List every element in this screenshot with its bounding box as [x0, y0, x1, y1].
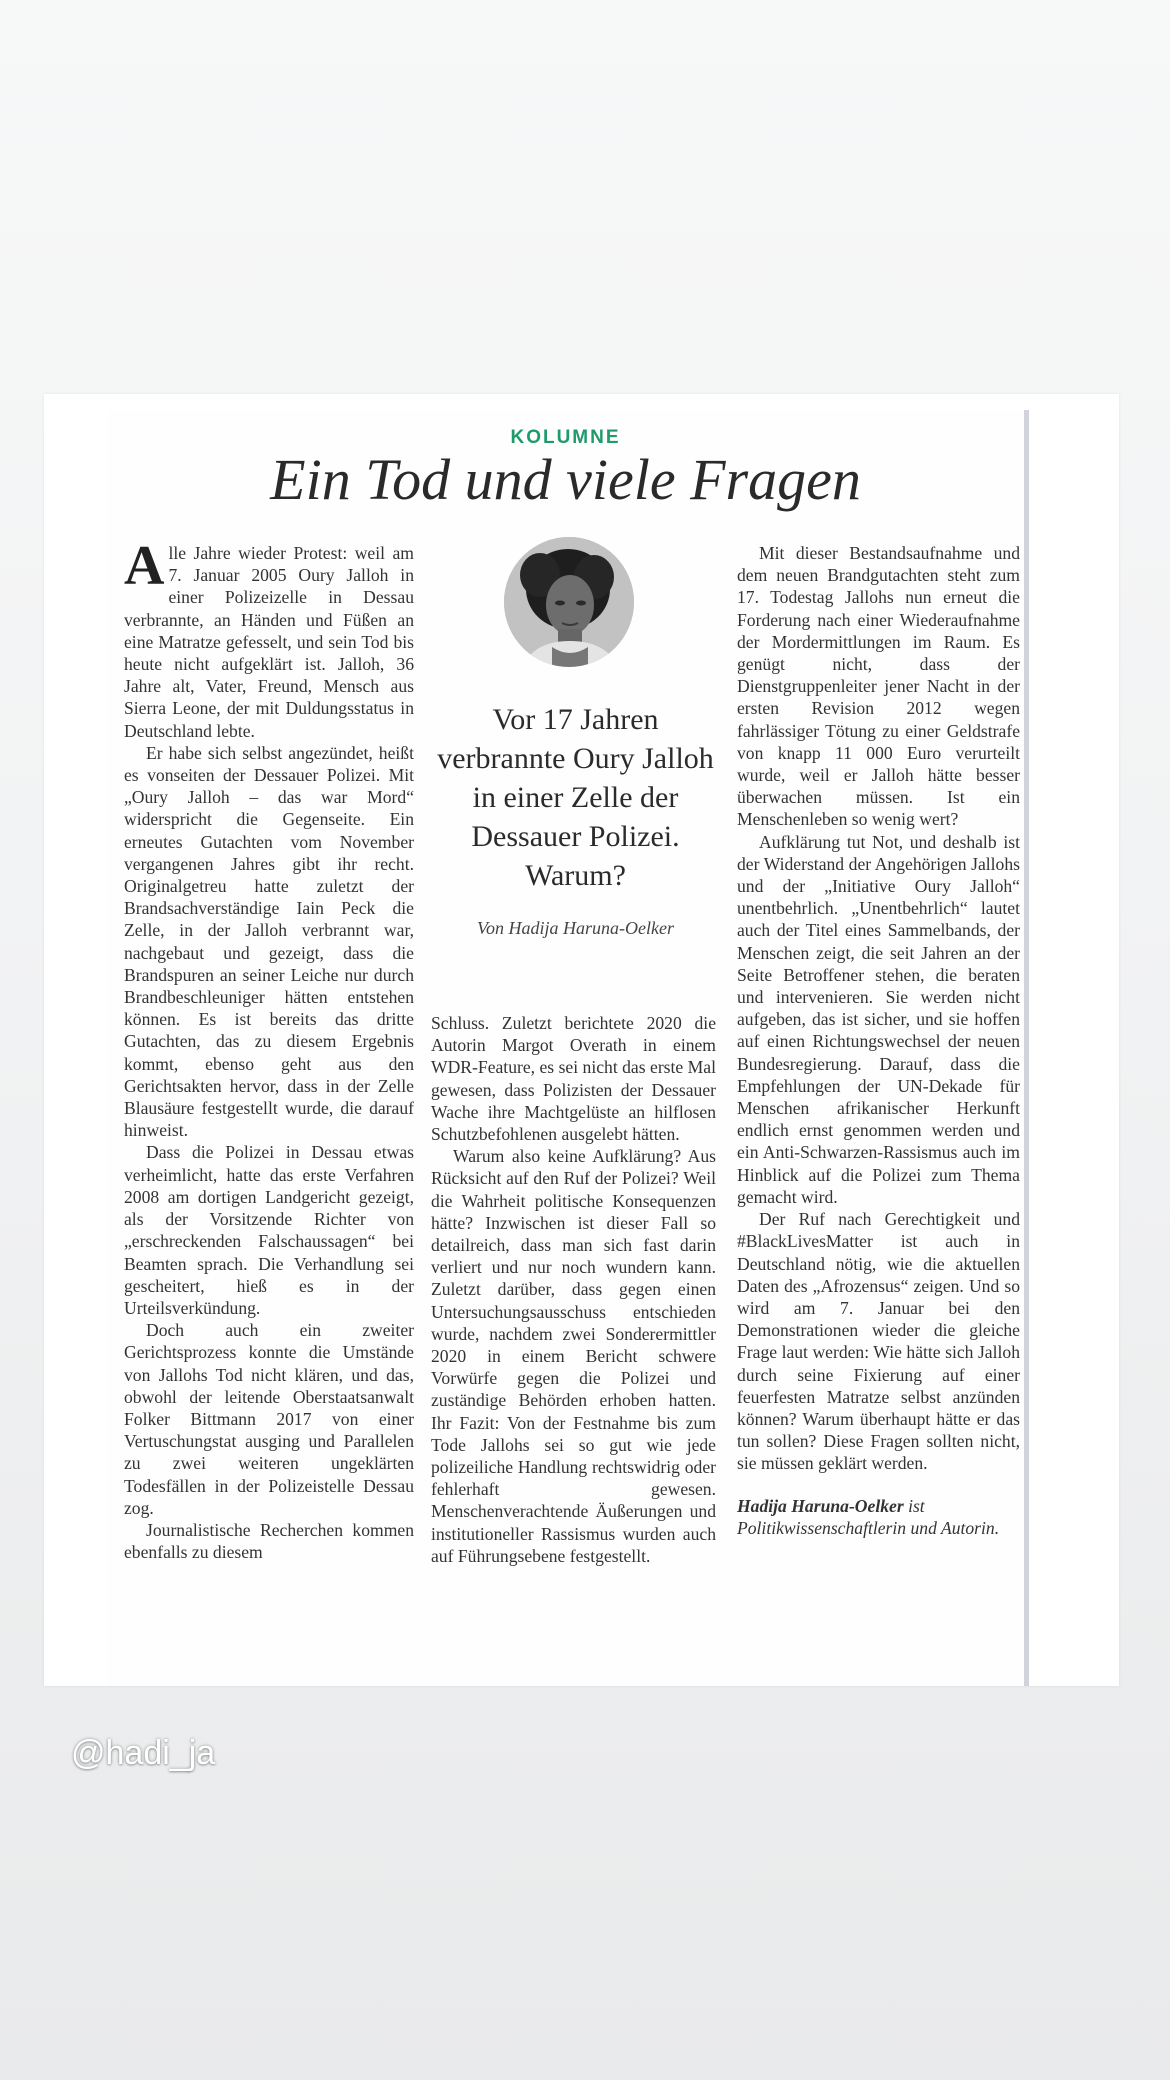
author-bio: Hadija Haruna-Oelker ist Politikwissenschaftlerin und Autorin.	[737, 1495, 1000, 1538]
paragraph: Aufklärung tut Not, und deshalb ist der Widerstand der Angehörigen Jallohs und der „Initiative Oury Jalloh“ unentbehrlich. „Unentbehrlich“ lautet auch der Titel eines Sammelbands, der Menschen zeigt, die seit Jahren an der Seite Betroffener stehen, die beraten und intervenieren. Sie werden nicht aufgeben, das ist sicher, und sie hoffen auf einen Richtungswechsel der neuen Bundesregierung. Darauf, dass die Empfehlungen der UN-Dekade für Menschen afrikanischer Herkunft endlich ernst genommen werden und ein Anti-Schwarzen-Rassismus auch im Hinblick auf die Polizei zum Thema gemacht wird.	[737, 831, 1020, 1207]
paragraph: Mit dieser Bestandsaufnahme und dem neuen Brandgutachten steht zum 17. Todestag Jallohs nun erneut die Forderung nach einer Wiederaufnahme der Mordermittlungen im Raum. Es genügt nicht, dass der Dienstgruppenleiter jener Nacht in der ersten Revision 2012 wegen fahrlässiger Tötung zu einer Geldstrafe von knapp 11 000 Euro verurteilt wurde, weil er Jalloh hätte besser überwachen müssen. Ist ein Menschenleben so wenig wert?	[737, 543, 1020, 830]
story-card	[44, 394, 1119, 1686]
column-1	[124, 535, 414, 1563]
username-watermark: @hadi_ja	[71, 1734, 216, 1772]
paragraph: Journalistische Recherchen kommen ebenfalls zu diesem	[124, 1519, 414, 1563]
paragraph: Warum also keine Aufklärung? Aus Rücksicht auf den Ruf der Polizei? Weil die Wahrheit politische Konsequenzen hätte? Inzwischen ist dieser Fall so detailreich, dass man sich fast darin verliert und nur noch wundern kann. Zuletzt darüber, dass gegen einen Untersuchungsausschuss entschieden wurde, nachdem zwei Sonderermittler 2020 in einem Bericht schwere Vorwürfe gegen die Polizei und zuständige Behörden erhoben hatten. Ihr Fazit: Von der Festnahme bis zum Tode Jallohs sei so gut wie jede polizeiliche Handlung rechtswidrig oder fehlerhaft gewesen. Menschenverachtende Äußerungen und institutioneller Rassismus wurden auch auf Führungsebene festgestellt.	[431, 1146, 716, 1566]
byline: Von Hadija Haruna-Oelker	[477, 918, 674, 938]
article-deck: Vor 17 Jahren verbrannte Oury Jalloh in einer Zelle der Dessauer Polizei. Warum?	[437, 703, 714, 892]
paragraph: Schluss. Zuletzt berichtete 2020 die Autorin Margot Overath in einem WDR-Feature, es sei nicht das erste Mal gewesen, dass Polizisten der Dessauer Wache ihre Machtgelüste an hilflosen Schutzbefohlenen ausgelebt hätten.	[431, 1013, 716, 1145]
column-2	[431, 1012, 716, 1567]
author-name: Hadija Haruna-Oelker	[737, 1495, 904, 1516]
headline: Ein Tod und viele Fragen	[270, 447, 861, 512]
drop-cap: A	[124, 535, 165, 597]
paragraph: Der Ruf nach Gerechtigkeit und #BlackLivesMatter ist auch in Deutschland nötig, wie die aktuellen Daten des „Afrozensus“ zeigen. Und so wird am 7. Januar bei den Demonstrationen wieder die gleiche Frage laut werden: Wie hätte sich Jalloh durch seine Fixierung auf einer feuerfesten Matratze selbst anzünden können? Warum überhaupt hätte er das tun sollen? Diese Fragen sollten nicht, sie müssen geklärt werden.	[737, 1209, 1020, 1474]
column-3	[737, 542, 1020, 1539]
newspaper-clipping	[107, 410, 1029, 1686]
section-kicker: KOLUMNE	[510, 427, 621, 448]
author-portrait-icon	[504, 537, 634, 667]
author-photo	[504, 537, 634, 667]
paragraph: Dass die Polizei in Dessau etwas verheimlicht, hatte das erste Verfahren 2008 am dortigen Landgericht gezeigt, als der Vorsitzende Richter von „erschreckenden Falschaussagen“ bei Beamten sprach. Die Verhandlung sei gescheitert, hieß es in der Urteilsverkündung.	[124, 1142, 414, 1318]
paragraph: Alle Jahre wieder Protest: weil am 7. Januar 2005 Oury Jalloh in einer Polizeizelle in Dessau verbrannte, an Händen und Füßen an eine Matratze gefesselt, und sein Tod bis heute nicht aufgeklärt ist. Jalloh, 36 Jahre alt, Vater, Freund, Mensch aus Sierra Leone, der mit Duldungsstatus in Deutschland lebte.	[124, 535, 414, 741]
paragraph: Doch auch ein zweiter Gerichtsprozess konnte die Umstände von Jallohs Tod nicht klären, und das, obwohl der leitende Oberstaatsanwalt Folker Bittmann 2017 von einer Vertuschungstat ausging und Parallelen zu zwei weiteren ungeklärten Todesfällen in der Polizeistelle Dessau zog.	[124, 1320, 414, 1518]
paragraph: Er habe sich selbst angezündet, heißt es vonseiten der Dessauer Polizei. Mit „Oury Jalloh – das war Mord“ widerspricht die Gegenseite. Ein erneutes Gutachten vom November vergangenen Jahres gibt ihr recht. Originalgetreu hatte zuletzt der Brandsachverständige Iain Peck die Zelle, in der Jalloh verbrannt war, nachgebaut und gezeigt, dass die Brandspuren an seiner Leiche nur durch Brandbeschleuniger hätten entstehen können. Es ist bereits das dritte Gutachten, das zu diesem Ergebnis kommt, ebenso geht aus den Gerichtsakten hervor, dass in der Zelle Blausäure festgestellt wurde, die darauf hinweist.	[124, 742, 414, 1141]
